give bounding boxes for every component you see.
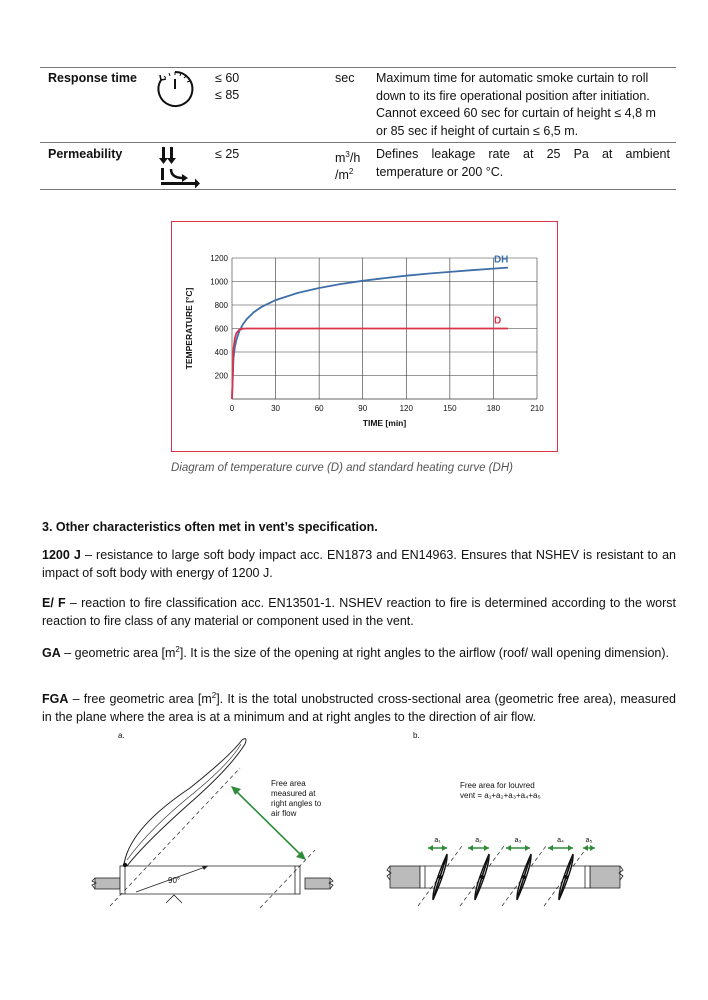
series-label: D [493, 315, 502, 327]
x-tick-label: 30 [271, 404, 281, 413]
figure-a-label: a. [118, 731, 125, 740]
term: E/ F [42, 596, 66, 610]
x-tick-label: 0 [229, 404, 235, 413]
definition-text: – resistance to large soft body impact acc. EN1873 and EN14963. Ensures that NSHEV is resistant to an impact of soft body with energy of 1200 J. [42, 548, 676, 580]
value: ≤ 25 [215, 147, 240, 161]
series-line-d [232, 329, 508, 400]
definition-text: – reaction to fire classification acc. EN13501-1. NSHEV reaction to fire is determined according to the worst reaction to fire class of any material or component used in the vent. [42, 596, 677, 628]
row-divider [40, 142, 676, 143]
louvre-blade [502, 846, 546, 906]
table-bottom-rule [40, 189, 676, 190]
y-tick-label: 400 [214, 348, 228, 357]
louvre-blade [460, 846, 504, 906]
gap-label: a₂ [475, 837, 482, 844]
gap-label: a₁ [434, 837, 441, 844]
property-name: Response time [48, 71, 137, 85]
definition-ef [42, 594, 676, 630]
x-axis-label: TIME [min] [362, 418, 407, 428]
unit: sec [335, 71, 355, 85]
term: 1200 J [42, 548, 81, 562]
temperature-chart [171, 221, 558, 452]
definition-text: – geometric area [m [60, 646, 176, 661]
y-tick-label: 800 [214, 301, 228, 310]
description-line: Maximum time for automatic smoke curtain to roll [376, 71, 649, 85]
superscript: 2 [175, 645, 180, 654]
gap-arrowhead [590, 845, 595, 851]
gap-label: a₄ [557, 837, 564, 844]
figure-b-louvred-vent [385, 728, 635, 918]
definition-text: ]. It is the total unobstructed cross-sectional area (geometric free area), measured in the plane where the area is at a minimum and at right angles to the direction of air flow. [42, 692, 676, 725]
unit-sup: 2 [348, 167, 354, 176]
free-area-formula: vent = a₁+a₂+a₃+a₄+a₅ [460, 791, 541, 800]
y-tick-label: 1000 [210, 277, 228, 287]
superscript: 2 [211, 691, 217, 700]
unit-part: /m [335, 168, 349, 183]
term: FGA [42, 692, 69, 707]
gap-arrowhead [484, 845, 489, 851]
figure-a-hinged-vent [90, 728, 340, 918]
gap-arrowhead [568, 845, 573, 851]
term: GA [42, 646, 61, 661]
free-area-louvred-annotation: Free area for louvred [460, 781, 535, 790]
gap-arrowhead [506, 845, 511, 851]
unit-part: /h [349, 151, 361, 166]
series-label: DH [493, 254, 509, 266]
description-line: Defines leakage rate at 25 Pa at ambient [376, 147, 670, 161]
description-line: Cannot exceed 60 sec for curtain of height ≤ 4,8 m [376, 106, 656, 120]
gap-arrowhead [468, 845, 473, 851]
angle-label: 90° [168, 876, 181, 885]
louvre-blade [544, 846, 588, 906]
gap-arrowhead [428, 845, 433, 851]
y-tick-label: 200 [214, 371, 228, 381]
definition-1200j [42, 546, 676, 582]
description-line: down to its fire operational position after initiation. [376, 88, 650, 103]
gap-label: a₅ [585, 837, 593, 844]
unit-sup: 3 [345, 150, 350, 159]
description [376, 70, 670, 140]
figure-caption: Diagram of temperature curve (D) and standard heating curve (DH) [171, 462, 513, 474]
section-heading: 3. Other characteristics often met in vent’s specification. [42, 520, 378, 534]
table-top-rule [40, 67, 676, 68]
x-tick-label: 150 [443, 404, 457, 413]
gap-arrowhead [583, 845, 588, 851]
y-tick-label: 600 [214, 324, 228, 334]
x-tick-label: 180 [486, 404, 501, 413]
gap-label: a₃ [514, 837, 522, 844]
value: ≤ 60 [215, 71, 240, 85]
y-tick-label: 1200 [210, 254, 228, 263]
value: ≤ 85 [215, 88, 240, 102]
x-tick-label: 90 [358, 404, 368, 413]
definition-text: ]. It is the size of the opening at right angles to the airflow (roof/ wall opening dimension). [179, 646, 670, 661]
gap-arrowhead [442, 845, 447, 851]
series-line-dh [232, 268, 508, 399]
property-name: Permeability [48, 147, 123, 161]
definition-fga [42, 687, 676, 726]
description-line: or 85 sec if height of curtain ≤ 6,5 m. [376, 123, 579, 138]
x-tick-label: 60 [314, 404, 324, 413]
x-tick-label: 120 [399, 404, 413, 413]
gap-arrowhead [548, 845, 553, 851]
free-area-annotation: Free area measured at right angles to air flow [271, 779, 322, 818]
clock-icon [155, 68, 195, 110]
figure-b-label: b. [413, 731, 420, 740]
x-tick-label: 210 [530, 404, 544, 413]
gap-arrowhead [525, 845, 530, 851]
unit-part: m [335, 151, 346, 166]
definition-ga [42, 641, 676, 662]
definition-text: – free geometric area [m [68, 692, 212, 707]
y-axis-label: TEMPERATURE [°C] [184, 287, 194, 370]
description [376, 146, 670, 181]
unit [335, 163, 353, 185]
leakage-arrows-icon [157, 145, 201, 189]
description-line: temperature or 200 °C. [376, 164, 504, 179]
